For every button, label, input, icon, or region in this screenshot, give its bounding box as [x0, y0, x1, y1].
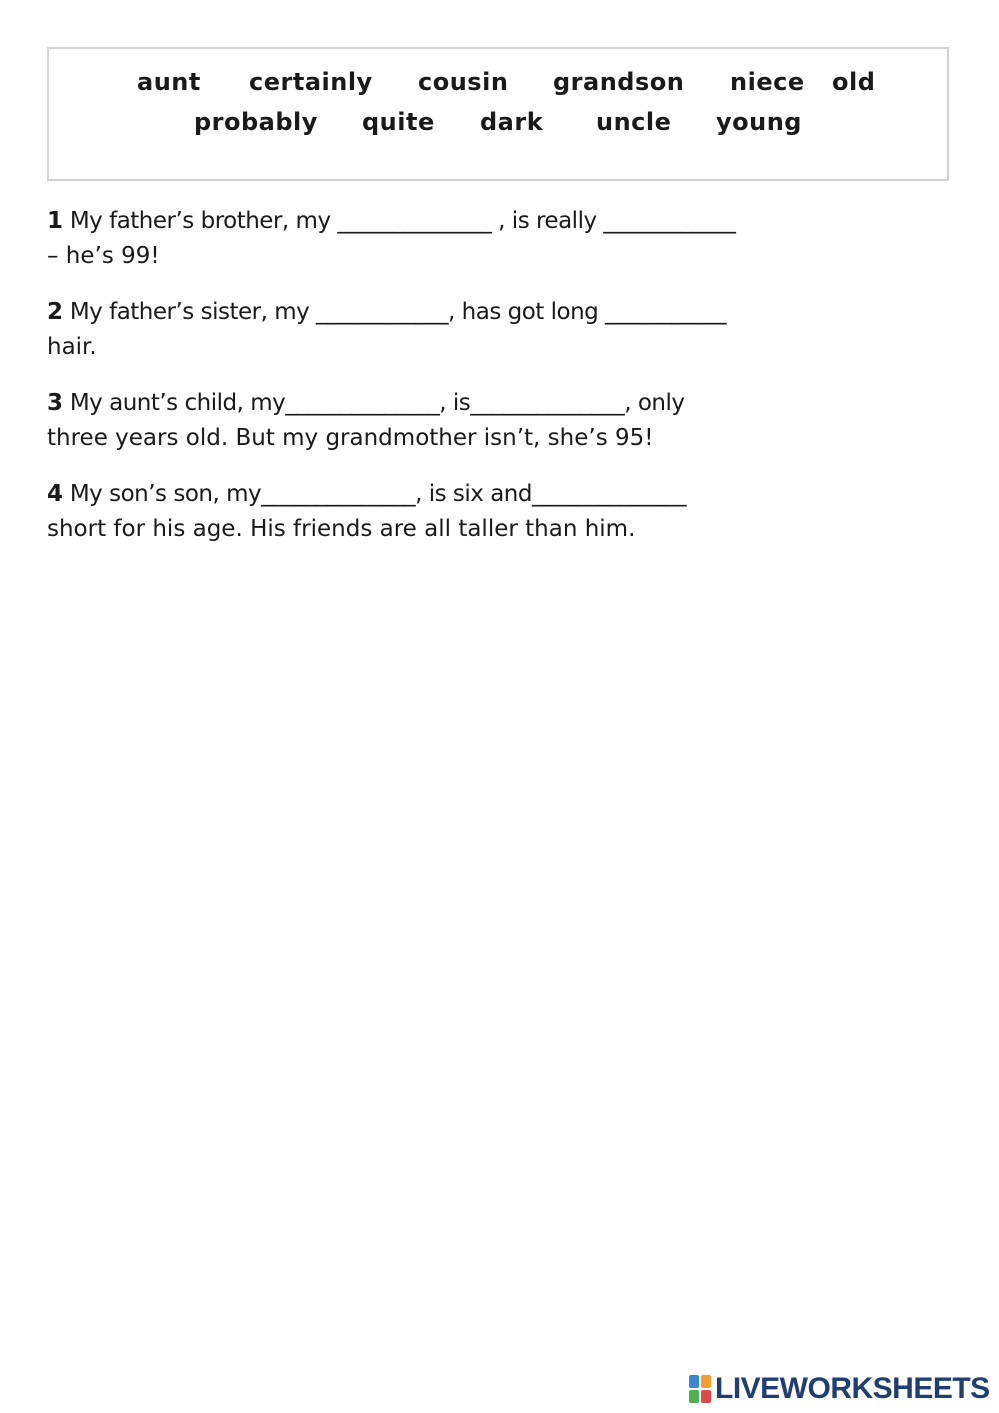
exercise-line: three years old. But my grandmother isn’t, she’s 95! [47, 425, 654, 451]
exercise-line [47, 477, 952, 512]
exercise-text: My father’s sister, my ____________, has got long ___________ [63, 299, 727, 325]
word-bank-word: young [716, 108, 802, 136]
exercise-item [47, 386, 952, 456]
logo-square [689, 1375, 699, 1388]
exercise-text: My son’s son, my______________, is six and______________ [63, 481, 686, 507]
exercise-text: My aunt’s child, my______________, is______________, only [63, 390, 685, 416]
word-bank-word: dark [480, 108, 544, 136]
brand-name: LIVEWORKSHEETS [715, 1372, 990, 1405]
exercise-number: 2 [47, 299, 64, 325]
logo-square [701, 1375, 711, 1388]
word-bank-word: uncle [596, 108, 672, 136]
exercise-number: 3 [47, 390, 64, 416]
word-bank-row-2 [49, 107, 947, 137]
word-bank-word: grandson [553, 68, 685, 96]
logo-square [689, 1390, 699, 1403]
exercise-line: – he’s 99! [47, 243, 160, 269]
logo-square [701, 1390, 711, 1403]
word-bank-word: quite [362, 108, 435, 136]
word-bank-row-1 [49, 67, 947, 97]
word-bank-word: cousin [418, 68, 509, 96]
word-bank-word: niece [730, 68, 805, 96]
word-bank-word: probably [194, 108, 318, 136]
exercise-line [47, 204, 952, 239]
exercise-item [47, 204, 952, 274]
exercise-line: short for his age. His friends are all taller than him. [47, 516, 636, 542]
exercise-line: hair. [47, 334, 97, 360]
exercise-line [47, 295, 952, 330]
liveworksheets-logo-icon [689, 1375, 711, 1403]
exercise-text: My father’s brother, my ______________ , is really ____________ [63, 208, 736, 234]
exercise-number: 4 [47, 481, 64, 507]
liveworksheets-logo[interactable] [689, 1371, 990, 1407]
word-bank-word: aunt [137, 68, 201, 96]
word-bank-word: old [832, 68, 876, 96]
exercise-item [47, 477, 952, 547]
exercise-number: 1 [47, 208, 64, 234]
exercise-item [47, 295, 952, 365]
exercise-line [47, 386, 952, 421]
word-bank-word: certainly [249, 68, 373, 96]
word-bank-box [47, 47, 949, 181]
